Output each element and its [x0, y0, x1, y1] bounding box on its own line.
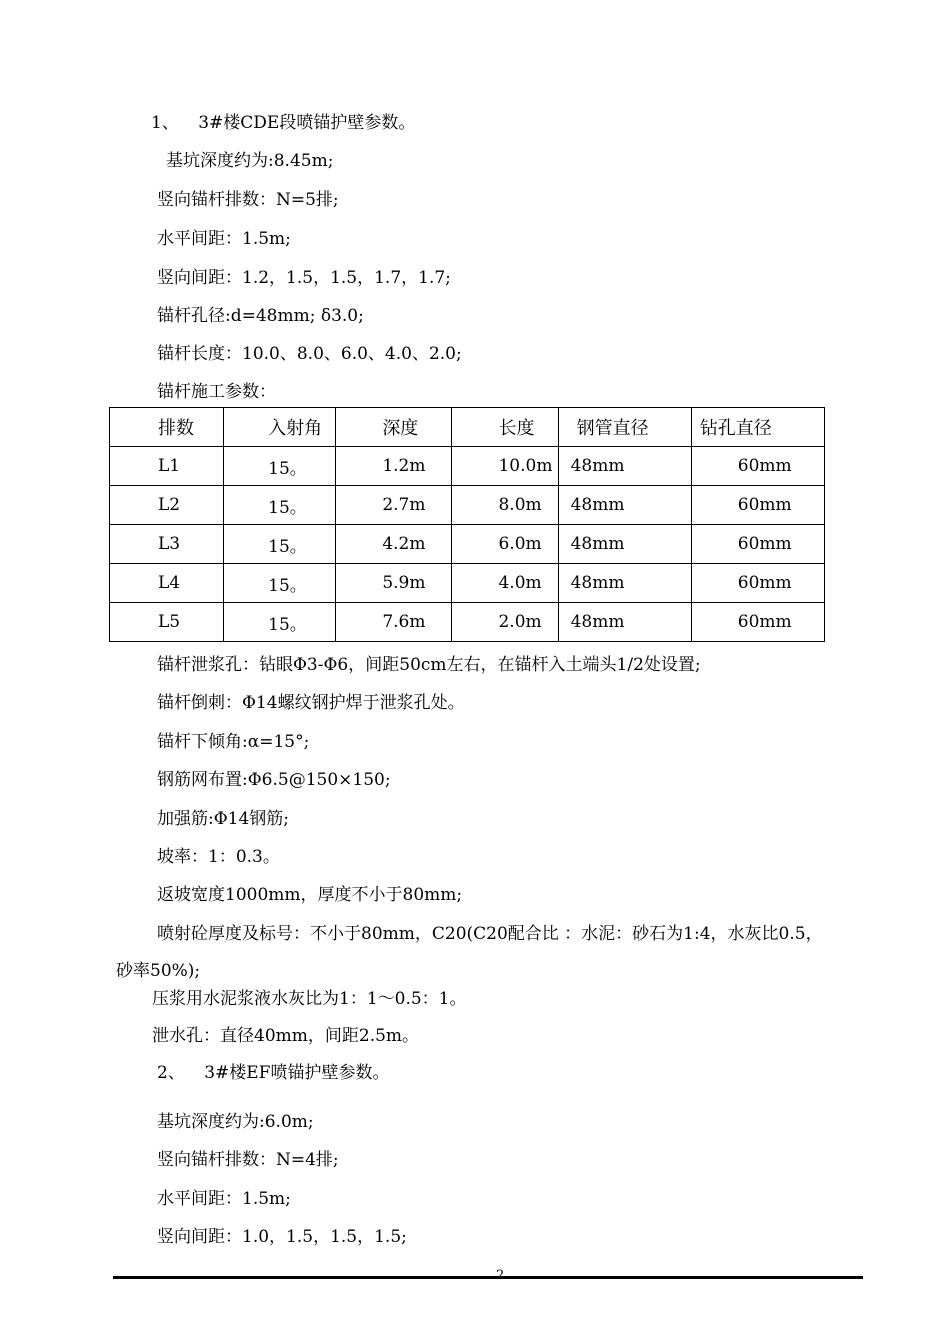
table-cell: 5.9m: [336, 564, 452, 603]
table-row: [110, 486, 825, 525]
pit-depth-line: 基坑深度约为:8.45m;: [166, 151, 334, 171]
table-row: [110, 603, 825, 642]
header-pipe-diameter: 钢管直径: [558, 408, 691, 447]
section2-heading-number: 2、: [157, 1063, 185, 1083]
section2-heading-text: 3#楼EF喷锚护壁参数。: [204, 1063, 390, 1083]
table-cell: 4.0m: [452, 564, 558, 603]
reinforcement-line: 加强筋:Φ14钢筋;: [157, 809, 290, 829]
table-cell: 4.2m: [336, 525, 452, 564]
header-rows: 排数: [110, 408, 224, 447]
header-depth: 深度: [336, 408, 452, 447]
dip-angle-line: 锚杆下倾角:α=15°;: [157, 732, 310, 752]
barb-line: 锚杆倒刺：Φ14螺纹钢护焊于泄浆孔处。: [157, 693, 465, 713]
grout-hole-line: 锚杆泄浆孔：钻眼Φ3-Φ6，间距50cm左右，在锚杆入土端头1/2处设置;: [157, 655, 701, 675]
table-row: [110, 447, 825, 486]
table-cell: L4: [110, 564, 224, 603]
table-cell: L5: [110, 603, 224, 642]
anchor-hole-diameter-line: 锚杆孔径:d=48mm; δ3.0;: [157, 306, 364, 326]
footer-rule: [113, 1276, 863, 1279]
mesh-layout-line: 钢筋网布置:Φ6.5@150×150;: [157, 770, 391, 790]
return-slope-line: 返坡宽度1000mm，厚度不小于80mm;: [157, 885, 463, 905]
table-cell: 10.0m: [452, 447, 558, 486]
table-cell: L2: [110, 486, 224, 525]
table-cell: 8.0m: [452, 486, 558, 525]
table-cell: 2.7m: [336, 486, 452, 525]
section1-heading: [151, 112, 415, 134]
section2-heading: [157, 1062, 390, 1084]
s2-horizontal-spacing-line: 水平间距：1.5m;: [157, 1189, 291, 1209]
horizontal-spacing-line: 水平间距：1.5m;: [157, 229, 291, 249]
page-number: 2: [496, 1268, 505, 1283]
table-cell: 48mm: [558, 564, 691, 603]
table-cell: 7.6m: [336, 603, 452, 642]
s2-pit-depth-line: 基坑深度约为:6.0m;: [157, 1112, 314, 1132]
anchor-rows-line: 竖向锚杆排数：N=5排;: [157, 190, 339, 210]
table-cell: 48mm: [558, 525, 691, 564]
table-cell: 15。: [224, 525, 336, 564]
section1-heading-number: 1、: [151, 113, 179, 133]
table-cell: 60mm: [691, 564, 824, 603]
vertical-spacing-line: 竖向间距：1.2，1.5，1.5，1.7，1.7;: [157, 268, 451, 288]
table-cell: 60mm: [691, 525, 824, 564]
construction-params-label: 锚杆施工参数：: [157, 382, 276, 402]
table-cell: 60mm: [691, 447, 824, 486]
table-cell: 15。: [224, 603, 336, 642]
table-cell: 15。: [224, 486, 336, 525]
shotcrete-line: 喷射砼厚度及标号：不小于80mm，C20(C20配合比 ：水泥：砂石为1:4，水灰比0.5，: [157, 924, 823, 944]
header-length: 长度: [452, 408, 558, 447]
table-cell: L1: [110, 447, 224, 486]
s2-anchor-rows-line: 竖向锚杆排数：N=4排;: [157, 1150, 339, 1170]
header-angle: 入射角: [224, 408, 336, 447]
table-cell: 48mm: [558, 603, 691, 642]
table-cell: 6.0m: [452, 525, 558, 564]
table-cell: 48mm: [558, 447, 691, 486]
slope-ratio-line: 坡率：1：0.3。: [157, 847, 280, 867]
table-cell: 2.0m: [452, 603, 558, 642]
table-cell: 1.2m: [336, 447, 452, 486]
table-cell: 48mm: [558, 486, 691, 525]
grout-ratio-line: 压浆用水泥浆液水灰比为1：1～0.5：1。: [152, 989, 467, 1009]
table-cell: 15。: [224, 564, 336, 603]
s2-vertical-spacing-line: 竖向间距：1.0，1.5，1.5，1.5;: [157, 1227, 407, 1247]
anchor-length-line: 锚杆长度：10.0、8.0、6.0、4.0、2.0;: [157, 344, 462, 364]
table-row: [110, 564, 825, 603]
shotcrete-line-cont: 砂率50%);: [116, 961, 201, 981]
table-cell: 60mm: [691, 486, 824, 525]
table-cell: 15。: [224, 447, 336, 486]
table-cell: 60mm: [691, 603, 824, 642]
table-cell: L3: [110, 525, 224, 564]
drain-hole-line: 泄水孔：直径40mm，间距2.5m。: [152, 1026, 420, 1046]
section1-heading-text: 3#楼CDE段喷锚护壁参数。: [198, 113, 416, 133]
table-header-row: [110, 408, 825, 447]
header-hole-diameter: 钻孔直径: [691, 408, 824, 447]
table-row: [110, 525, 825, 564]
anchor-params-table: [109, 407, 825, 642]
